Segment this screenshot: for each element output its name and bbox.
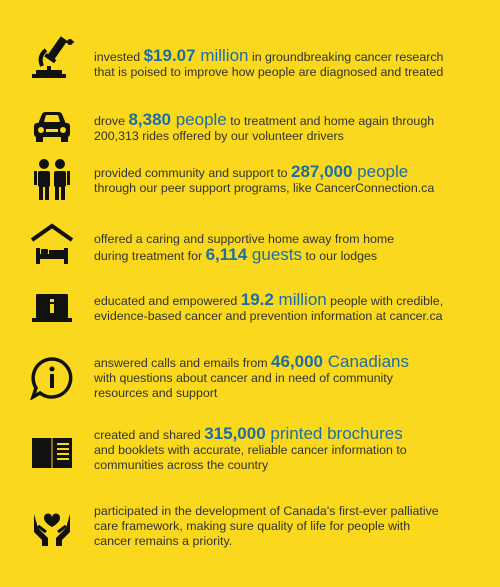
stat-text [94, 232, 484, 264]
stat-text [94, 354, 484, 401]
stat-unit: printed brochures [265, 424, 403, 443]
stat-line2: through our peer support programs, like CancerConnection.ca [94, 181, 435, 195]
microscope-icon [30, 36, 74, 80]
stat-line2: that is poised to improve how people are diagnosed and treated [94, 65, 444, 79]
hands-heart-icon [30, 504, 74, 548]
stat-text [94, 292, 484, 324]
stat-unit: million [195, 46, 249, 65]
open-book-icon [30, 430, 74, 474]
stat-pre: provided community and support to [94, 166, 291, 180]
stat-pre: drove [94, 114, 129, 128]
stat-line2: evidence-based cancer and prevention information at cancer.ca [94, 309, 443, 323]
stat-number: $19.07 [143, 46, 196, 65]
stat-post: to our lodges [302, 249, 378, 263]
stat-pre: during treatment for [94, 249, 206, 263]
laptop-info-icon [30, 288, 74, 332]
stat-line2: and booklets with accurate, reliable cancer information to [94, 443, 407, 457]
stat-post: to treatment and home again through [226, 114, 435, 128]
stat-unit: million [273, 290, 327, 309]
stat-post: in groundbreaking cancer research [248, 50, 444, 64]
stat-unit: guests [247, 245, 302, 264]
stat-number: 287,000 [290, 162, 353, 181]
stat-line2: 200,313 rides offered by our volunteer drivers [94, 129, 344, 143]
stat-post: people with credible, [326, 294, 444, 308]
stat-pre: educated and empowered [94, 294, 241, 308]
stat-line3: resources and support [94, 386, 218, 400]
stat-unit: people [170, 110, 227, 129]
info-bubble-icon [30, 356, 74, 400]
stat-unit: people [352, 162, 409, 181]
stat-pre: created and shared [94, 428, 205, 442]
people-icon [30, 158, 74, 202]
stat-text [94, 426, 484, 473]
car-icon [30, 104, 74, 148]
stat-line2: with questions about cancer and in need of community [94, 371, 393, 385]
house-bed-icon [30, 222, 74, 266]
stat-unit: Canadians [322, 352, 409, 371]
stat-number: 46,000 [270, 352, 323, 371]
stat-text [94, 48, 484, 80]
stat-line2: care framework, making sure quality of life for people with [94, 519, 411, 533]
stat-number: 19.2 [240, 290, 274, 309]
stat-text [94, 164, 484, 196]
stat-number: 8,380 [128, 110, 171, 129]
stat-pre: invested [94, 50, 144, 64]
stat-line3: cancer remains a priority. [94, 534, 233, 548]
stat-number: 6,114 [205, 245, 248, 264]
stat-line1: participated in the development of Canada's first-ever palliative [94, 504, 439, 518]
stat-line3: communities across the country [94, 458, 269, 472]
stat-line1: offered a caring and supportive home away from home [94, 232, 395, 246]
stat-pre: answered calls and emails from [94, 356, 271, 370]
stat-number: 315,000 [204, 424, 266, 443]
stat-text [94, 112, 484, 144]
stat-text [94, 504, 484, 549]
